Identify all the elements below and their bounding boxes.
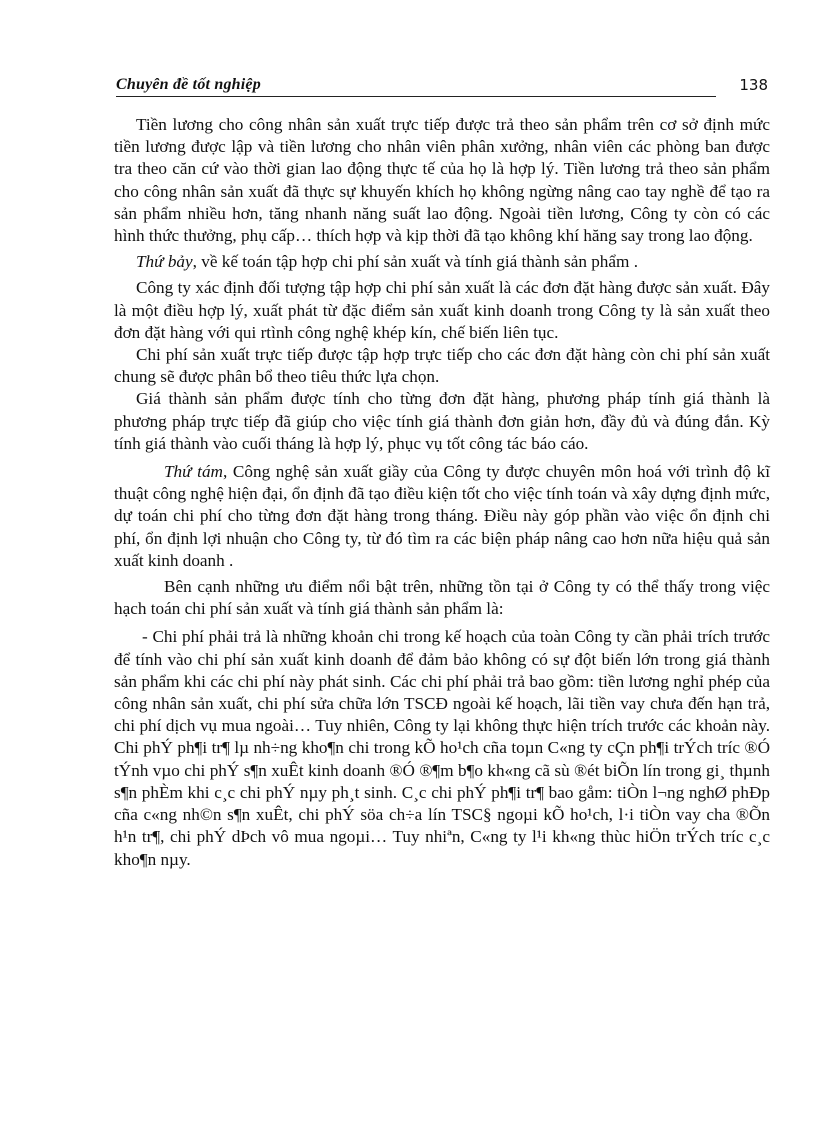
paragraph-eighth-point (114, 461, 770, 572)
header-title: Chuyên đề tốt nghiệp (116, 76, 261, 93)
paragraph-seventh-point (114, 251, 770, 273)
seventh-text: , về kế toán tập hợp chi phí sản xuất và tính giá thành sản phẩm . (192, 252, 638, 272)
paragraph-payable-costs: - Chi phí phải trả là những khoản chi trong kế hoạch của toàn Công ty cần phải trích trước để tính vào chi phí sản xuất kinh doanh để đảm bảo không có sự đột biến lớn trong giá thành sản phẩm khi các chi phí này phát sinh. Các chi phí phải trả bao gồm: tiền lương nghỉ phép của công nhân sản xuất, chi phí sửa chữa lớn TSCĐ ngoài kế hoạch, lãi tiền vay chưa đến hạn trả, chi phí dịch vụ mua ngoài… Tuy nhiên, Công ty lại không thực hiện trích trước các khoản này. Chi phÝ ph¶i tr¶ lµ nh÷ng kho¶n chi trong kÕ ho¹ch cña toµn C«ng ty cÇn ph¶i trÝch tríc ®Ó tÝnh vµo chi phÝ s¶n xuÊt kinh doanh ®Ó ®¶m b¶o kh«ng cã sù ®ét biÕn lín trong gi¸ thµnh s¶n phÈm khi c¸c chi phÝ nµy ph¸t sinh. C¸c chi phÝ ph¶i tr¶ bao gåm: tiÒn l¬ng nghØ phÐp cña c«ng nh©n s¶n xuÊt, chi phÝ söa ch÷a lín TSC§ ngoµi kÕ ho¹ch, l·i tiÒn vay cha ®Õn h¹n tr¶, chi phÝ dÞch vô mua ngoµi… Tuy nhiªn, C«ng ty l¹i kh«ng thùc hiÖn trÝch tríc c¸c kho¶n nµy. (114, 627, 770, 869)
eighth-text: , Công nghệ sản xuất giầy của Công ty được chuyên môn hoá với trình độ kĩ thuật công nghệ hiện đại, ổn định đã tạo điều kiện tốt cho việc tính toán và xây dựng định mức, dự toán chi phí cho từng đơn đặt hàng trong tháng. Điều này góp phần vào việc ổn định chi phí, ổn định lợi nhuận cho Công ty, từ đó tìm ra các biện pháp nâng cao hơn nữa hiệu quả sản xuất kinh doanh . (114, 462, 770, 570)
paragraph-shortcomings-intro: Bên cạnh những ưu điểm nổi bật trên, những tồn tại ở Công ty có thể thấy trong việc hạch toán chi phí sản xuất và tính giá thành sản phẩm là: (114, 577, 770, 619)
document-body (114, 114, 770, 871)
paragraph-wages: Tiền lương cho công nhân sản xuất trực tiếp được trả theo sản phẩm trên cơ sở định mức tiền lương được lập và tiền lương cho nhân viên phân xưởng, nhân viên các phòng ban được tra theo căn cứ vào thời gian lao động thực tế của họ là hợp lý. Tiền lương trả theo sản phẩm cho công nhân sản xuất đã thực sự khuyến khích họ không ngừng nâng cao tay nghề để tạo ra sản phẩm nhiều hơn, tăng nhanh năng suất lao động. Ngoài tiền lương, Công ty còn có các hình thức thưởng, phụ cấp… thích hợp và kịp thời đã tạo không khí hăng say trong lao động. (114, 115, 770, 246)
seventh-label: Thứ bảy (136, 252, 193, 272)
paragraph-cost-objects: Công ty xác định đối tượng tập hợp chi phí sản xuất là các đơn đặt hàng được sản xuất. Đây là một điều hợp lý, xuất phát từ đặc điểm sản xuất kinh doanh trong Công ty là sản xuất theo đơn đặt hàng với qui rtình công nghệ khép kín, chế biến liên tục. (114, 278, 770, 342)
paragraph-direct-costs: Chi phí sản xuất trực tiếp được tập hợp trực tiếp cho các đơn đặt hàng còn chi phí sản xuất chung sẽ được phân bổ theo tiêu thức lựa chọn. (114, 345, 770, 387)
header-divider (116, 96, 716, 97)
paragraph-product-cost: Giá thành sản phẩm được tính cho từng đơn đặt hàng, phương pháp tính giá thành là phương pháp trực tiếp đã giúp cho việc tính giá thành đơn giản hơn, đầy đủ và đúng đắn. Kỳ tính giá thành vào cuối tháng là hợp lý, phục vụ tốt công tác báo cáo. (114, 389, 770, 453)
page-header (116, 76, 768, 98)
eighth-label: Thứ tám (164, 462, 223, 482)
page-number: 138 (739, 76, 768, 94)
